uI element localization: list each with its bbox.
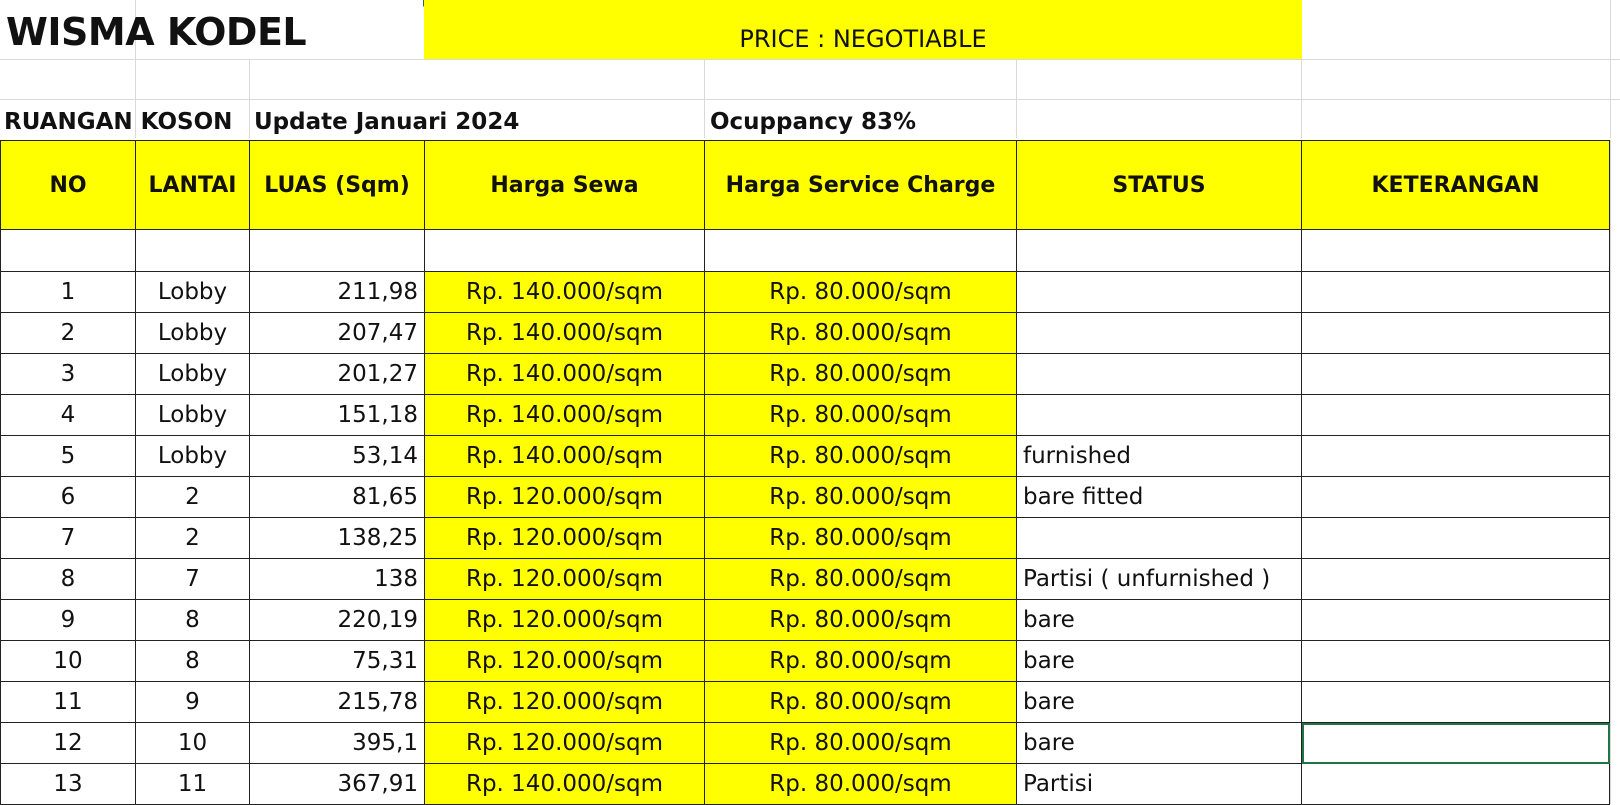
cell-luas[interactable]: 138,25 [250, 518, 425, 559]
selected-cell[interactable] [1302, 723, 1610, 764]
empty-cell[interactable] [705, 230, 1017, 272]
cell-lantai[interactable]: 8 [136, 641, 250, 682]
cell-luas[interactable]: 395,1 [250, 723, 425, 764]
cell-harga-sewa[interactable]: Rp. 120.000/sqm [425, 682, 705, 723]
gridline [0, 99, 1620, 100]
empty-cell[interactable] [136, 230, 250, 272]
cell-harga-sewa[interactable]: Rp. 120.000/sqm [425, 723, 705, 764]
cell-service-charge[interactable]: Rp. 80.000/sqm [705, 518, 1017, 559]
cell-status[interactable]: bare [1017, 723, 1302, 764]
cell-luas[interactable]: 220,19 [250, 600, 425, 641]
cell-service-charge[interactable]: Rp. 80.000/sqm [705, 723, 1017, 764]
cell-service-charge[interactable]: Rp. 80.000/sqm [705, 559, 1017, 600]
cell-lantai[interactable]: Lobby [136, 313, 250, 354]
cell-status[interactable]: bare [1017, 600, 1302, 641]
cell-status[interactable] [1017, 354, 1302, 395]
cell-luas[interactable]: 207,47 [250, 313, 425, 354]
cell-status[interactable] [1017, 272, 1302, 313]
cell-keterangan[interactable] [1302, 518, 1610, 559]
header-service-charge[interactable]: Harga Service Charge [705, 140, 1017, 230]
cell-no[interactable]: 12 [0, 723, 136, 764]
cell-keterangan[interactable] [1302, 764, 1610, 805]
cell-luas[interactable]: 215,78 [250, 682, 425, 723]
cell-status[interactable]: bare [1017, 641, 1302, 682]
cell-service-charge[interactable]: Rp. 80.000/sqm [705, 682, 1017, 723]
cell-service-charge[interactable]: Rp. 80.000/sqm [705, 764, 1017, 805]
gridline [1610, 140, 1611, 804]
cell-harga-sewa[interactable]: Rp. 120.000/sqm [425, 559, 705, 600]
cell-keterangan[interactable] [1302, 641, 1610, 682]
cell-status[interactable]: furnished [1017, 436, 1302, 477]
cell-keterangan[interactable] [1302, 354, 1610, 395]
header-no[interactable]: NO [0, 140, 136, 230]
header-lantai[interactable]: LANTAI [136, 140, 250, 230]
price-note[interactable]: PRICE : NEGOTIABLE [424, 0, 1302, 59]
cell-lantai[interactable]: Lobby [136, 272, 250, 313]
cell-status[interactable]: Partisi [1017, 764, 1302, 805]
cell-harga-sewa[interactable]: Rp. 120.000/sqm [425, 518, 705, 559]
cell-status[interactable] [1017, 518, 1302, 559]
empty-cell[interactable] [0, 230, 136, 272]
cell-luas[interactable]: 53,14 [250, 436, 425, 477]
cell-status[interactable]: bare fitted [1017, 477, 1302, 518]
cell-status[interactable] [1017, 395, 1302, 436]
cell-lantai[interactable]: 10 [136, 723, 250, 764]
header-status[interactable]: STATUS [1017, 140, 1302, 230]
cell-keterangan[interactable] [1302, 272, 1610, 313]
empty-cell[interactable] [1302, 230, 1610, 272]
cell-service-charge[interactable]: Rp. 80.000/sqm [705, 313, 1017, 354]
cell-harga-sewa[interactable]: Rp. 140.000/sqm [425, 313, 705, 354]
cell-keterangan[interactable] [1302, 477, 1610, 518]
header-harga-sewa[interactable]: Harga Sewa [425, 140, 705, 230]
cell-status[interactable]: bare [1017, 682, 1302, 723]
cell-service-charge[interactable]: Rp. 80.000/sqm [705, 477, 1017, 518]
cell-lantai[interactable]: 11 [136, 764, 250, 805]
cell-service-charge[interactable]: Rp. 80.000/sqm [705, 395, 1017, 436]
cell-lantai[interactable]: Lobby [136, 395, 250, 436]
cell-service-charge[interactable]: Rp. 80.000/sqm [705, 600, 1017, 641]
cell-keterangan[interactable] [1302, 559, 1610, 600]
empty-cell[interactable] [425, 230, 705, 272]
cell-harga-sewa[interactable]: Rp. 120.000/sqm [425, 477, 705, 518]
cell-lantai[interactable]: 2 [136, 518, 250, 559]
cell-harga-sewa[interactable]: Rp. 120.000/sqm [425, 600, 705, 641]
cell-harga-sewa[interactable]: Rp. 140.000/sqm [425, 395, 705, 436]
update-label[interactable]: Update Januari 2024 [254, 109, 520, 135]
cell-lantai[interactable]: 9 [136, 682, 250, 723]
cell-no[interactable]: 6 [0, 477, 136, 518]
cell-luas[interactable]: 367,91 [250, 764, 425, 805]
cell-luas[interactable]: 81,65 [250, 477, 425, 518]
cell-no[interactable]: 4 [0, 395, 136, 436]
cell-lantai[interactable]: 2 [136, 477, 250, 518]
cell-lantai[interactable]: 8 [136, 600, 250, 641]
cell-no[interactable]: 11 [0, 682, 136, 723]
cell-luas[interactable]: 201,27 [250, 354, 425, 395]
cell-harga-sewa[interactable]: Rp. 140.000/sqm [425, 272, 705, 313]
cell-no[interactable]: 9 [0, 600, 136, 641]
cell-no[interactable]: 7 [0, 518, 136, 559]
occupancy-label[interactable]: Ocuppancy 83% [710, 109, 917, 135]
cell-no[interactable]: 3 [0, 354, 136, 395]
cell-luas[interactable]: 138 [250, 559, 425, 600]
cell-keterangan[interactable] [1302, 682, 1610, 723]
cell-keterangan[interactable] [1302, 436, 1610, 477]
cell-luas[interactable]: 75,31 [250, 641, 425, 682]
cell-service-charge[interactable]: Rp. 80.000/sqm [705, 641, 1017, 682]
cell-harga-sewa[interactable]: Rp. 120.000/sqm [425, 641, 705, 682]
cell-keterangan[interactable] [1302, 600, 1610, 641]
cell-no[interactable]: 13 [0, 764, 136, 805]
cell-lantai[interactable]: Lobby [136, 354, 250, 395]
cell-status[interactable]: Partisi ( unfurnished ) [1017, 559, 1302, 600]
cell-no[interactable]: 8 [0, 559, 136, 600]
cell-keterangan[interactable] [1302, 313, 1610, 354]
cell-lantai[interactable]: Lobby [136, 436, 250, 477]
cell-no[interactable]: 1 [0, 272, 136, 313]
cell-lantai[interactable]: 7 [136, 559, 250, 600]
cell-service-charge[interactable]: Rp. 80.000/sqm [705, 272, 1017, 313]
header-keterangan[interactable]: KETERANGAN [1302, 140, 1610, 230]
cell-status[interactable] [1017, 313, 1302, 354]
cell-no[interactable]: 2 [0, 313, 136, 354]
cell-harga-sewa[interactable]: Rp. 140.000/sqm [425, 354, 705, 395]
header-luas[interactable]: LUAS (Sqm) [250, 140, 425, 230]
cell-no[interactable]: 5 [0, 436, 136, 477]
sheet-title[interactable]: WISMA KODEL [6, 10, 307, 54]
cell-harga-sewa[interactable]: Rp. 140.000/sqm [425, 764, 705, 805]
cell-harga-sewa[interactable]: Rp. 140.000/sqm [425, 436, 705, 477]
cell-keterangan[interactable] [1302, 395, 1610, 436]
cell-no[interactable]: 10 [0, 641, 136, 682]
cell-service-charge[interactable]: Rp. 80.000/sqm [705, 354, 1017, 395]
empty-cell[interactable] [1017, 230, 1302, 272]
gridline [1610, 0, 1611, 138]
cell-luas[interactable]: 211,98 [250, 272, 425, 313]
cell-luas[interactable]: 151,18 [250, 395, 425, 436]
vacant-rooms-label[interactable]: RUANGAN KOSON [4, 109, 233, 135]
empty-cell[interactable] [250, 230, 425, 272]
cell-service-charge[interactable]: Rp. 80.000/sqm [705, 436, 1017, 477]
